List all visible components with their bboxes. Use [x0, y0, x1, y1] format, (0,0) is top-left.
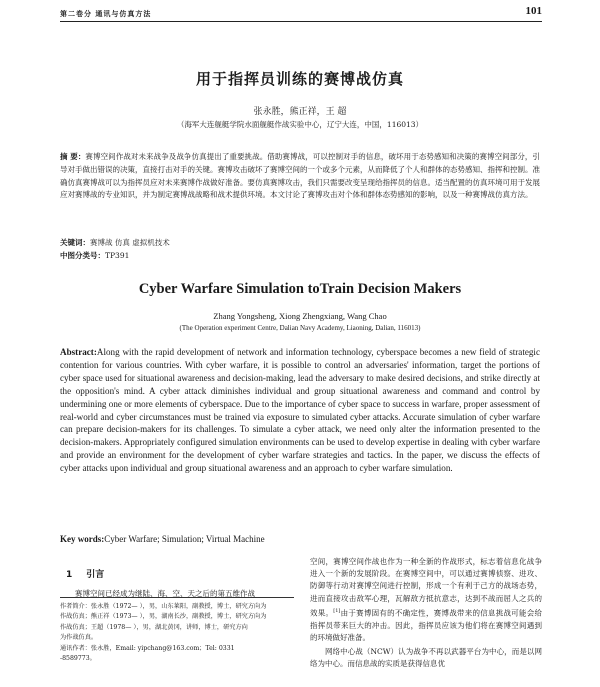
right-column-paragraph-2: 网络中心战（NCW）认为战争不再以武器平台为中心，而是以网络为中心。而信息战的实质是获得信息优 — [310, 646, 542, 669]
running-head — [60, 7, 542, 22]
keywords-english-text: Cyber Warfare; Simulation; Virtual Machine — [104, 534, 265, 544]
keywords-chinese — [60, 237, 170, 248]
right-column — [310, 556, 542, 670]
abstract-chinese-text: 赛博空间作战对未来战争及战争仿真提出了重要挑战。借助赛博战，可以控制对手的信息，破坏用于态势感知和决策的赛博空间部分，引导对手做出错误的决策，直接打击对手的关键。赛博攻击破坏了赛博空间的一个或多个元素，从而降低了个人和群体的态势感知、指挥和控制。准确仿真赛博战可以为指挥员应对未来赛博作战做好准备。要仿真赛博攻击，我们只需要改变呈现给指挥员的信息。适当配置的仿真环境可用于发展应对赛博战的专业知识，并为制定赛博战战略和战术提供环境。本文讨论了赛博攻击对个体和群体态势感知的影响，以及一种赛博战仿真方法。 — [60, 152, 540, 200]
clc-label: 中图分类号： — [60, 251, 105, 260]
introduction-paragraph: 赛博空间已经成为继陆、海、空、天之后的第五维作战 — [75, 589, 255, 598]
keywords-english-label: Key words: — [60, 534, 105, 544]
paragraph-text: 空间，赛博空间作战也作为一种全新的作战形式，标志着信息化战争进入一个新的发展阶段。在赛博空间中，可以通过赛博侦察、进攻、防御等行动对赛博空间进行控制，形成一个有利于己方的战场态势，进而直接攻击敌军心理，瓦解敌方抵抗意志，达到不战而屈人之兵的效果。 — [310, 557, 542, 618]
affiliation-chinese: （海军大连舰艇学院水面舰艇作战实验中心，辽宁大连，中国，116013） — [176, 120, 424, 129]
authors-chinese: 张永胜，熊正祥，王 超 — [253, 107, 347, 117]
abstract-english-label: Abstract: — [60, 347, 97, 357]
abstract-chinese — [60, 151, 540, 202]
title-english: Cyber Warfare Simulation toTrain Decision Makers — [138, 281, 462, 297]
authors-english: Zhang Yongsheng, Xiong Zhengxiang, Wang Chao — [213, 311, 387, 321]
right-column-paragraph-1 — [310, 556, 542, 644]
left-column — [60, 567, 294, 600]
footnote-line: 作者简介：张永胜（1972— ），男，山东莱阳，副教授，博士，研究方向为 — [60, 603, 267, 610]
keywords-chinese-text: 赛博战 仿真 虚拟机技术 — [90, 238, 170, 247]
running-head-title: 第二卷分 通讯与仿真方法 — [60, 10, 152, 18]
footnote-line: 为作战仿真。 — [60, 634, 98, 642]
keywords-chinese-label: 关键词： — [60, 238, 90, 247]
keywords-english — [60, 534, 265, 544]
author-footnote — [60, 597, 294, 664]
abstract-english-text: Along with the rapid development of network and information technology, cyberspace becomes a new field of strategic contention for various countries. With cyber warfare, it is possible to control an adversaries' information, target the portions of cyber space used for situational awareness and decision-making, lead the adversary to make desired decisions, and strike directly at the opposition's mind. A cyber attack diminishes individual and group situational awareness and command and control by undermining one or more elements of cyberspace. Due to the importance of cyber space to success in warfare, proper assessment of real-world and cyber circumstances must be trained via exposure to simulated cyber attacks. Accurate simulation of cyber warfare can prepare decision-makers for its challenges. To simulate a cyber attack, we need only alter the information presented to the decision-makers. Appropriately configured simulation environments can be used to develop expertise in dealing with cyber warfare and provide an environment for the development of cyber warfare strategies and tactics. In the paper, we discuss the effects of cyber attacks upon individual and group situational awareness and an approach to cyber warfare simulation. — [60, 347, 540, 474]
paragraph-text-tail: 由于赛博固有的不确定性，赛博战带来的信息挑战可能会给指挥员带来巨大的冲击。因此，指挥员应该为他们将在赛博空间遇到的环境做好准备。 — [310, 608, 543, 642]
section-number: 1 — [66, 570, 73, 580]
section-title: 引言 — [86, 570, 105, 580]
footnote-line: -8589773。 — [60, 655, 96, 663]
abstract-chinese-label: 摘 要： — [60, 152, 86, 161]
abstract-english — [60, 346, 540, 475]
section-heading-introduction — [66, 567, 294, 580]
footnote-line: 通讯作者：张永胜，Email: yipchang@163.com；Tel: 0331 — [60, 644, 235, 652]
clc-number — [60, 250, 129, 261]
affiliation-english: (The Operation experiment Centre, Dalian Navy Academy, Liaoning, Dalian, 116013) — [179, 324, 421, 332]
title-chinese: 用于指挥员训练的赛博战仿真 — [195, 70, 404, 88]
page-number: 101 — [525, 5, 542, 17]
footnote-line: 作战仿真；熊正祥（1973— ），男，湖南长沙，副教授，博士，研究方向为 — [60, 613, 267, 621]
footnote-line: 作战仿真；王超（1978— ），男，湖北黄冈，讲师，博士，研究方向 — [60, 623, 248, 631]
citation-ref: [1] — [333, 607, 341, 614]
clc-text: TP391 — [105, 251, 130, 260]
